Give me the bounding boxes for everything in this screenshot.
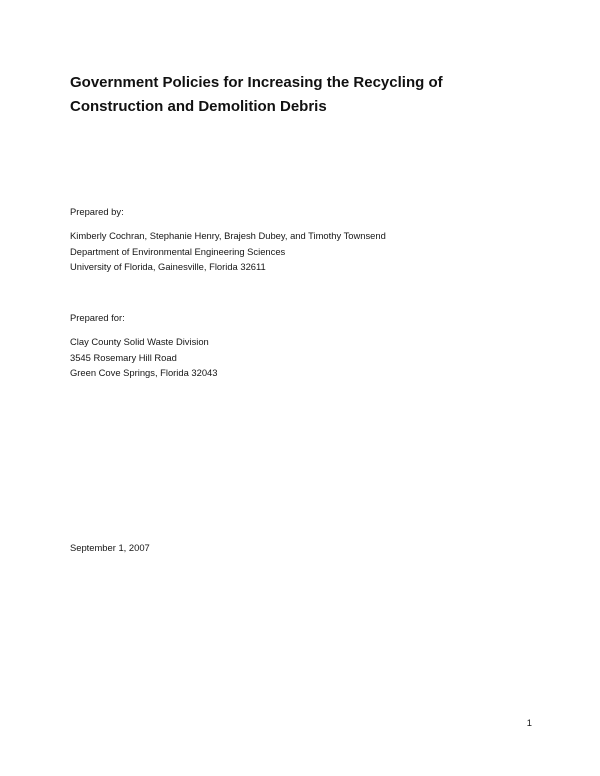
client-name: Clay County Solid Waste Division xyxy=(70,336,209,347)
client-street: 3545 Rosemary Hill Road xyxy=(70,351,177,363)
report-date: September 1, 2007 xyxy=(70,542,150,553)
author-department: Department of Environmental Engineering Sciences xyxy=(70,245,286,257)
prepared-by-label: Prepared by: xyxy=(70,206,124,217)
client-block xyxy=(70,334,217,381)
title-line-2: Construction and Demolition Debris xyxy=(70,98,327,115)
authors-block xyxy=(70,228,386,275)
client-city: Green Cove Springs, Florida 32043 xyxy=(70,367,218,379)
author-names: Kimberly Cochran, Stephanie Henry, Brajesh Dubey, and Timothy Townsend xyxy=(70,230,386,241)
author-university: University of Florida, Gainesville, Florida 32611 xyxy=(70,261,266,273)
document-title xyxy=(70,71,540,119)
page-number: 1 xyxy=(526,717,532,728)
title-line-1: Government Policies for Increasing the Recycling of xyxy=(70,74,443,91)
prepared-for-label: Prepared for: xyxy=(70,312,125,323)
